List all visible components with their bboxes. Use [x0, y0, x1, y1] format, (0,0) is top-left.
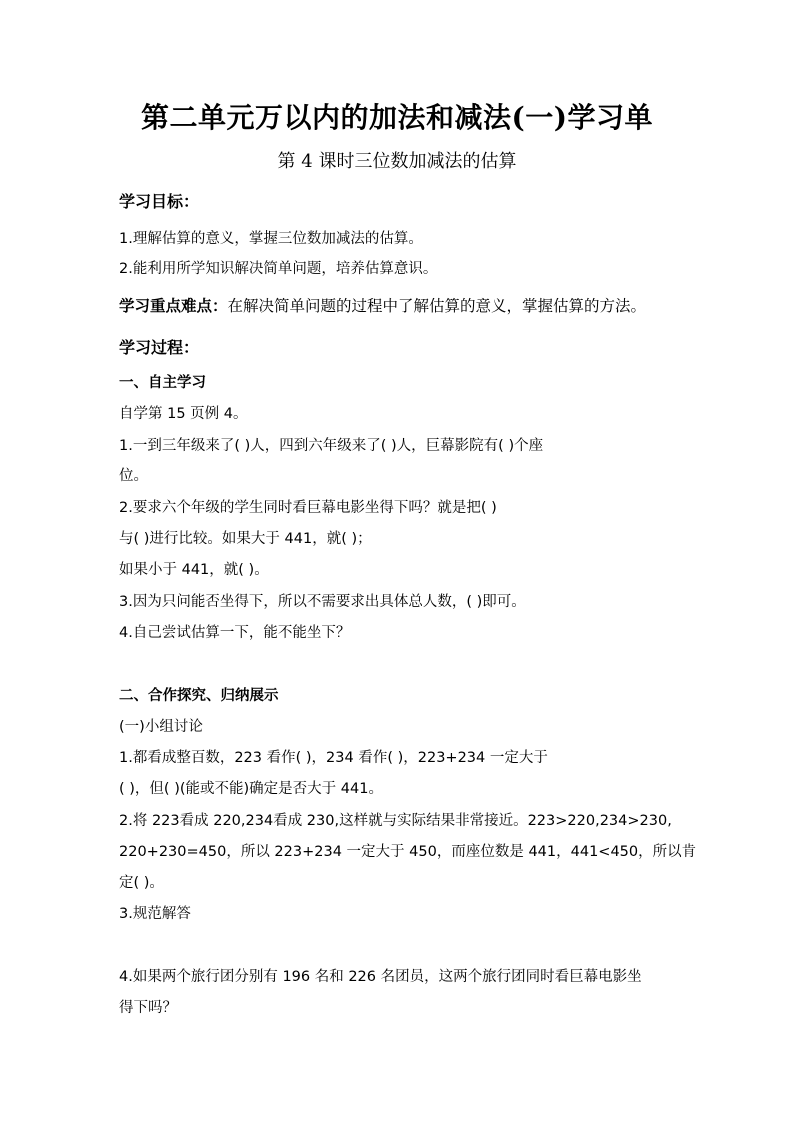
question-line: 如果小于 441，就( )。	[119, 562, 269, 578]
question-line: 定( )。	[119, 875, 164, 891]
question-line: 得下吗？	[119, 1000, 177, 1016]
question-line: 4.如果两个旅行团分别有 196 名和 226 名团员，这两个旅行团同时看巨幕电影坐	[119, 969, 642, 985]
question-line: 位。	[119, 468, 148, 484]
question-line: 与( )进行比较。如果大于 441，就( )；	[119, 531, 372, 547]
lesson-subtitle: 第 4 课时三位数加减法的估算	[277, 151, 517, 172]
question-line: 220+230=450，所以 223+234 一定大于 450，而座位数是 441，441<450，所以肯	[119, 844, 697, 860]
question-line: 1.都看成整百数，223 看作( )，234 看作( )，223+234 一定大于	[119, 750, 548, 766]
focus-line	[119, 296, 646, 316]
part1-heading: 一、自主学习	[119, 375, 206, 391]
question-line: 3.规范解答	[119, 906, 191, 922]
objectives-heading: 学习目标：	[119, 192, 200, 211]
question-line: 2.将 223看成 220,234看成 230,这样就与实际结果非常接近。223>220,234>230,	[119, 813, 672, 829]
question-line: 3.因为只问能否坐得下，所以不需要求出具体总人数，( )即可。	[119, 594, 526, 610]
page-title: 第二单元万以内的加法和减法(一)学习单	[141, 101, 653, 134]
part2-heading: 二、合作探究、归纳展示	[119, 688, 279, 704]
part1-intro: 自学第 15 页例 4。	[119, 406, 248, 422]
question-line: 2.要求六个年级的学生同时看巨幕电影坐得下吗？就是把( )	[119, 500, 497, 516]
question-line: 1.一到三年级来了( )人，四到六年级来了( )人，巨幕影院有( )个座	[119, 438, 544, 454]
objective-item: 2.能利用所学知识解决简单问题，培养估算意识。	[119, 261, 438, 277]
process-heading: 学习过程：	[119, 338, 200, 357]
objective-item: 1.理解估算的意义，掌握三位数加减法的估算。	[119, 231, 423, 247]
focus-label: 学习重点难点：	[119, 297, 228, 315]
part2-subheading: (一)小组讨论	[119, 719, 203, 735]
question-line: ( )，但( )(能或不能)确定是否大于 441。	[119, 781, 383, 797]
question-line: 4.自己尝试估算一下，能不能坐下？	[119, 625, 351, 641]
focus-text: 在解决简单问题的过程中了解估算的意义，掌握估算的方法。	[227, 297, 647, 315]
